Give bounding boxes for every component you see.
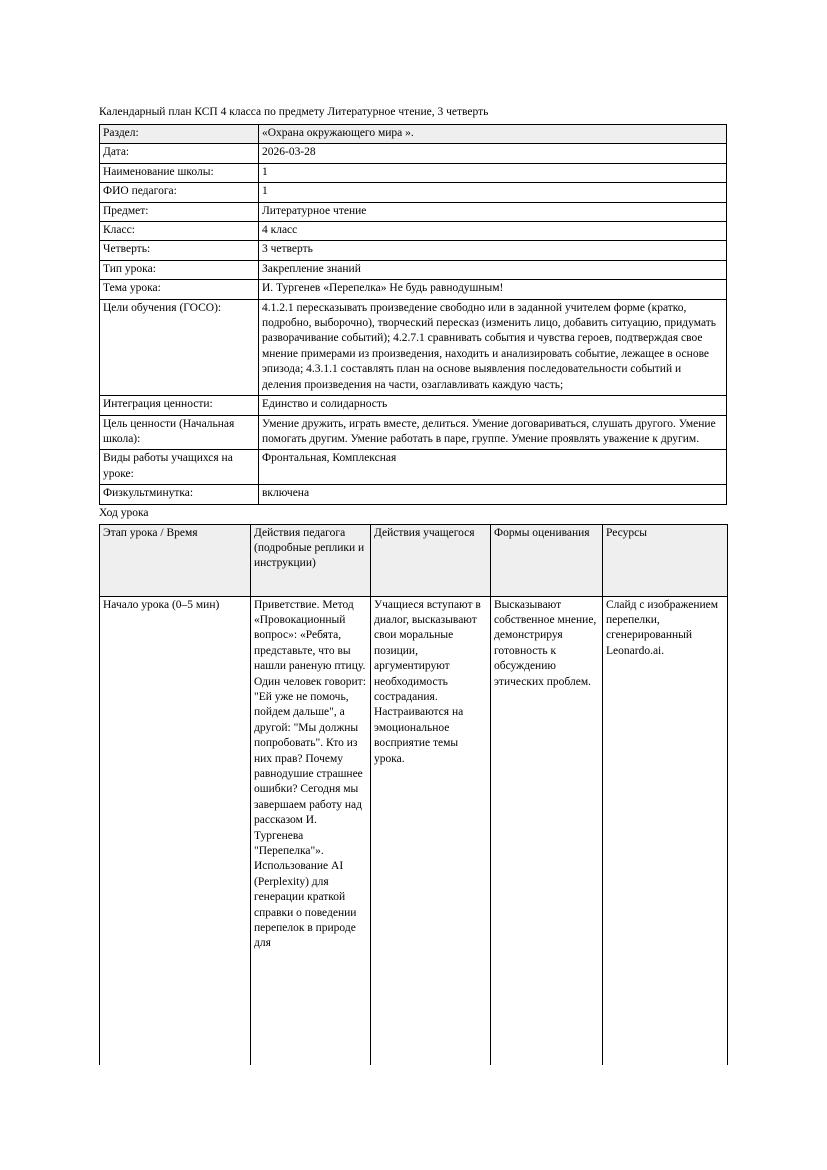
info-label-data: Дата: <box>100 144 259 163</box>
info-value-lesson-type: Закрепление знаний <box>259 260 727 279</box>
table-row <box>100 280 727 299</box>
lesson-flow-caption: Ход урока <box>99 506 149 519</box>
info-label-physical-break: Физкультминутка: <box>100 485 259 504</box>
page-title: Календарный план КСП 4 класса по предмету Литературное чтение, 3 четверть <box>99 106 489 118</box>
table-header-row <box>100 524 728 596</box>
info-label-school: Наименование школы: <box>100 163 259 182</box>
lesson-info-table-body <box>100 125 727 505</box>
column-header-assessment-forms: Формы оценивания <box>491 524 603 596</box>
info-value-class: 4 класс <box>259 222 727 241</box>
info-value-razdel: «Охрана окружающего мира ». <box>259 125 727 144</box>
info-value-value-goal: Умение дружить, играть вместе, делиться. Умение договариваться, слушать другого. Умение помогать другим. Умение работать в паре, группе. Умение проявлять уважение к другим. <box>259 415 727 450</box>
info-label-objectives: Цели обучения (ГОСО): <box>100 299 259 395</box>
info-label-class: Класс: <box>100 222 259 241</box>
info-label-work-types: Виды работы учащихся на уроке: <box>100 450 259 485</box>
table-row <box>100 260 727 279</box>
info-value-subject: Литературное чтение <box>259 202 727 221</box>
info-value-value-integration: Единство и солидарность <box>259 396 727 415</box>
cell-student-actions: Учащиеся вступают в диалог, высказывают свои моральные позиции, аргументируют необходимость сострадания. Настраиваются на эмоциональное восприятие темы урока. <box>371 596 491 1065</box>
column-header-teacher-actions: Действия педагога (подробные реплики и инструкции) <box>251 524 371 596</box>
info-value-physical-break: включена <box>259 485 727 504</box>
lesson-flow-table-body <box>100 596 728 1065</box>
cell-assessment-forms: Высказывают собственное мнение, демонстрируя готовность к обсуждению этических проблем. <box>491 596 603 1065</box>
info-label-lesson-type: Тип урока: <box>100 260 259 279</box>
table-row <box>100 450 727 485</box>
table-row <box>100 396 727 415</box>
info-label-quarter: Четверть: <box>100 241 259 260</box>
lesson-flow-table <box>99 524 728 1065</box>
cell-teacher-actions: Приветствие. Метод «Провокационный вопрос»: «Ребята, представьте, что вы нашли раненую птицу. Один человек говорит: "Ей уже не помочь, пойдем дальше", а другой: "Мы должны попробовать". Кто из них прав? Почему равнодушие страшнее ошибки? Сегодня мы завершаем работу над рассказом И. Тургенева "Перепелка"». Использование AI (Perplexity) для генерации краткой справки о поведении перепелок в природе для <box>251 596 371 1065</box>
cell-resources: Слайд с изображением перепелки, сгенерированный Leonardo.ai. <box>603 596 728 1065</box>
table-row <box>100 144 727 163</box>
table-row <box>100 202 727 221</box>
table-row <box>100 299 727 395</box>
column-header-resources: Ресурсы <box>603 524 728 596</box>
info-label-value-integration: Интеграция ценности: <box>100 396 259 415</box>
info-value-quarter: 3 четверть <box>259 241 727 260</box>
info-value-school: 1 <box>259 163 727 182</box>
info-label-subject: Предмет: <box>100 202 259 221</box>
info-label-value-goal: Цель ценности (Начальная школа): <box>100 415 259 450</box>
info-label-lesson-topic: Тема урока: <box>100 280 259 299</box>
table-row <box>100 125 727 144</box>
info-value-lesson-topic: И. Тургенев «Перепелка» Не будь равнодушным! <box>259 280 727 299</box>
info-value-objectives: 4.1.2.1 пересказывать произведение свободно или в заданной учителем форме (кратко, подробно, выборочно), творческий пересказ (изменить лицо, добавить ситуацию, придумать разворачивание событий); 4.2.7.1 сравнивать события и чувства героев, подтверждая свое мнение примерами из произведения, находить и анализировать событие, лежащее в основе эпизода; 4.3.1.1 составлять план на основе выявления последовательности событий и деления произведения на части, озаглавливать каждую часть; <box>259 299 727 395</box>
lesson-info-table <box>99 124 727 505</box>
lesson-flow-table-head <box>100 524 728 596</box>
info-value-work-types: Фронтальная, Комплексная <box>259 450 727 485</box>
info-value-data: 2026-03-28 <box>259 144 727 163</box>
table-row <box>100 596 728 1065</box>
column-header-student-actions: Действия учащегося <box>371 524 491 596</box>
table-row <box>100 163 727 182</box>
table-row <box>100 241 727 260</box>
column-header-stage: Этап урока / Время <box>100 524 251 596</box>
table-row <box>100 183 727 202</box>
info-label-razdel: Раздел: <box>100 125 259 144</box>
cell-stage: Начало урока (0–5 мин) <box>100 596 251 1065</box>
table-row <box>100 415 727 450</box>
info-value-teacher: 1 <box>259 183 727 202</box>
table-row <box>100 222 727 241</box>
info-label-teacher: ФИО педагога: <box>100 183 259 202</box>
table-row <box>100 485 727 504</box>
